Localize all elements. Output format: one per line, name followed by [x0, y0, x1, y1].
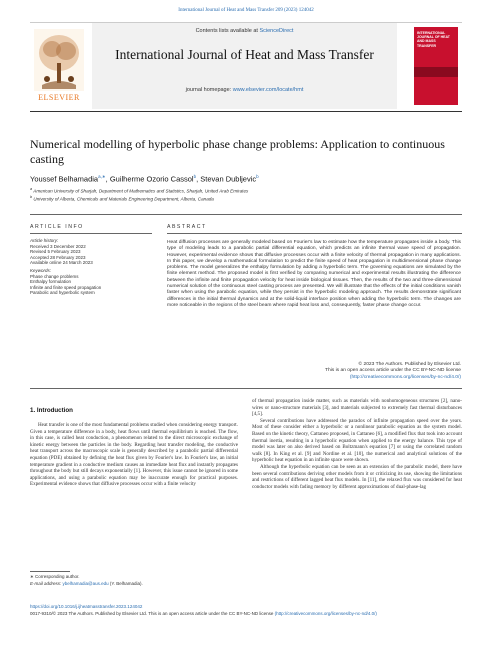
- abstract-bottom-rule: [30, 388, 462, 389]
- introduction-heading: 1. Introduction: [30, 407, 73, 414]
- elsevier-tree-logo: [34, 29, 84, 91]
- email-label: E-mail address:: [30, 581, 63, 586]
- header-rule: [30, 214, 462, 215]
- intro-left-column: [30, 422, 238, 488]
- email-suffix: (Y. Belhamadia).: [108, 581, 143, 586]
- bottom-license-link[interactable]: (http://creativecommons.org/licenses/by-nc-nd/4.0/): [274, 611, 377, 616]
- abstract-heading: ABSTRACT: [167, 224, 207, 230]
- copyright-line: © 2023 The Authors. Published by Elsevier Ltd.: [358, 362, 461, 367]
- author-list: Youssef Belhamadia$^{a,∗}$, Guilherme Ozorio Cassol$^b$, Stevan Dubljevic$^b$: [30, 174, 259, 184]
- article-info-heading: ARTICLE INFO: [30, 224, 84, 230]
- history-label: Article history:: [30, 238, 59, 243]
- author-marks[interactable]: a,∗: [98, 174, 106, 179]
- masthead-center: [92, 23, 397, 109]
- journal-title: International Journal of Heat and Mass Transfer: [115, 47, 374, 62]
- author-name[interactable]: Youssef Belhamadia: [30, 174, 99, 184]
- author-marks[interactable]: b: [193, 174, 197, 179]
- history-item: Revised 5 February 2023: [30, 249, 81, 255]
- contents-line: [92, 28, 397, 34]
- history-item: Accepted 28 February 2023: [30, 254, 86, 260]
- email-footnote: [30, 581, 240, 586]
- keyword: Parabolic and hyperbolic system: [30, 290, 95, 296]
- affiliation: [30, 195, 460, 202]
- masthead: [30, 22, 462, 112]
- corresponding-author-note: ∗ Corresponding author.: [30, 574, 80, 579]
- paper-title: Numerical modelling of hyperbolic phase change problems: Application to continuous casting: [30, 137, 445, 166]
- sciencedirect-link[interactable]: ScienceDirect: [259, 28, 294, 34]
- article-history: [30, 238, 155, 266]
- author-name[interactable]: Guilherme Ozorio Cassol: [109, 174, 194, 184]
- contents-prefix: Contents lists available at: [195, 28, 260, 34]
- abstract-rule: [167, 233, 462, 234]
- affiliation: [30, 187, 460, 194]
- abstract-text: Heat diffusion processes are generally modeled based on Fourier's law to estimate how the temperature propagates inside a body. This type of modeling leads to a parabolic partial differential equation, which predicts an infinite thermal wave speed of propagation. However, experimental evidence shows that diffusive processes occur with a finite velocity of thermal propagation in many applications. In this paper, we develop a mathematical formulation to predict the finite speed of heat propagation in multidimensional phase change problems. The model generalizes the enthalpy formulation by adding a hyperbolic term. The governing equations are simulated by the finite element method. The proposed model is first verified by comparing numerical and experimental results illustrating the difference between the infinite and finite propagation velocity for heat inside biological tissues. Then, the results of the two and three-dimensional numerical solution of the continuous steel casting process are presented. We will illustrate that the effects of the initial conditions vanish faster when using the parabolic equation, while they persist in the hyperbolic modeling approach. The results demonstrate significant differences in the initial thermal dynamics and at the solid-liquid interface position when adding the hyperbolic term. The changes are more noticeable in the regions of the steel beam where rapid heat loss and, consequently, faster phase change occur.: [167, 240, 461, 308]
- license-line: This is an open access article under the CC BY-NC-ND license: [325, 368, 461, 374]
- copyright-block: [167, 362, 461, 381]
- homepage-prefix: journal homepage:: [185, 87, 233, 93]
- affiliation-mark: a: [30, 187, 33, 191]
- journal-citation-header[interactable]: International Journal of Heat and Mass Transfer 209 (2023) 124042: [178, 8, 314, 13]
- journal-cover-thumbnail: [414, 27, 458, 105]
- publisher-wordmark: ELSEVIER: [38, 93, 80, 102]
- doi-link[interactable]: https://doi.org/10.1016/j.ijheatmasstransfer.2023.124042: [30, 604, 143, 609]
- author-email-link[interactable]: ybelhamadia@aus.edu: [62, 581, 109, 586]
- keyword: Enthalpy formulation: [30, 279, 72, 285]
- issn-text: 0017-9310/© 2023 The Authors. Published by Elsevier Ltd. This is an open access article under the CC BY-NC-ND license: [30, 611, 275, 616]
- history-item: Available online 24 March 2023: [30, 260, 93, 266]
- author-marks[interactable]: b: [256, 174, 259, 179]
- license-link[interactable]: (http://creativecommons.org/licenses/by-nc-nd/4.0/): [349, 374, 461, 380]
- article-info-rule: [30, 233, 152, 234]
- keyword: Infinite and finite speed propagation: [30, 284, 102, 290]
- cover-title: INTERNATIONAL JOURNAL OF HEAT AND MASS TRANSFER: [417, 31, 450, 48]
- journal-homepage-link[interactable]: www.elsevier.com/locate/hmt: [232, 87, 304, 93]
- intro-paragraph: Heat transfer is one of the most fundamental problems studied when considering energy transport. Given a temperature difference in a body, heat flows until thermal equilibrium is reached. The flow, in this case, is called heat conduction, a phenomenon related to the direct microscopic exchange of kinetic energy between the particles in the body. Regarding heat transfer modeling, the conductive heat transport across the macroscopic scale is generally described by a parabolic partial differential equation (PDE) obtained by defining the heat flux given by Fourier's law. In Fourier's law, an initial temperature gradient in a conductive medium causes an immediate heat flux and instantly propagates throughout the body but still decays exponentially [1]. However, this issue cannot be ignored in some applications, and using a parabolic equation may be inaccurate enough for practical purposes. Experimental evidence shows that diffusive processes occur with a finite velocity: [30, 422, 238, 488]
- keywords-label: Keywords:: [30, 268, 52, 273]
- intro-paragraph: of thermal propagation inside matter, such as materials with nonhomogeneous structures [2], nano-wires or nano-structure materials [3], and materials subjected to extremely fast thermal disturbances [4,5].: [252, 398, 462, 418]
- intro-right-column: [252, 398, 462, 490]
- history-item: Received 3 December 2022: [30, 243, 86, 249]
- cover-stripe: [414, 67, 458, 77]
- affiliation-mark: b: [30, 195, 33, 199]
- homepage-line: [92, 87, 397, 93]
- intro-paragraph: Although the hyperbolic equation can be seen as an extension of the parabolic model, there have been several contributions deriving other models from it or criticizing its use, showing the limitations and restrictions of different lagged heat flux models. In [11], the relaxed flux was considered for heat conductor models with fading memory by different approximations of dual-phase-lag: [252, 463, 462, 490]
- intro-paragraph: Several contributions have addressed the paradox of infinite propagation speed over the years. Most of these consider either a hyperbolic or a nonlinear parabolic equation as the system model. Based on the kinetic theory, Cattaneo proposed, in Cattaneo [6], a modified flux that took into account thermal inertia, resulting in a hyperbolic equation when applied to the energy balance. This type of model was later on also derived based on Boltzmann's equation [7] or using the correlated random walk [8]. In King et al. [9] and Nordine et al. [10], the numerical and analytical solutions of the hyperbolic heat equation in an infinite space were shown.: [252, 417, 462, 464]
- keywords: [30, 268, 155, 296]
- affiliation-text: American University of Sharjah, Department of Mathematics and Statistics, Sharjah, United Arab Emirates: [33, 188, 249, 194]
- affiliation-text: University of Alberta, Chemicals and Materials Engineering Department, Alberta, Canada: [33, 196, 214, 202]
- footnote-rule: [30, 571, 70, 572]
- keyword: Phase change problems: [30, 273, 79, 279]
- issn-line: [30, 611, 462, 616]
- author-name[interactable]: Stevan Dubljevic: [200, 174, 257, 184]
